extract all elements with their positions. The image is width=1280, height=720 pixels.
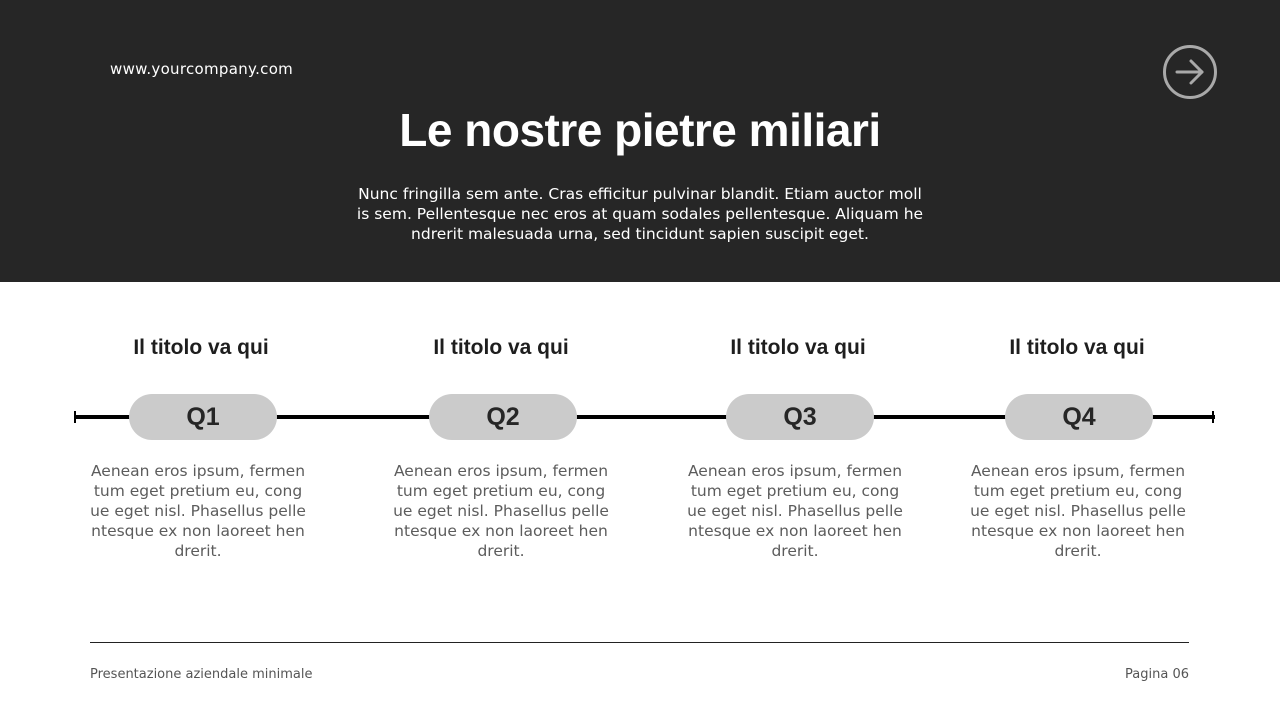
milestone-title: Il titolo va qui <box>1009 336 1145 359</box>
milestone-description: Aenean eros ipsum, fermentum eget pretium eu, congue eget nisl. Phasellus pellentesque ex non laoreet hendrerit. <box>687 462 903 560</box>
next-slide-button[interactable] <box>1162 44 1218 100</box>
header-banner <box>0 0 1280 282</box>
milestone-title: Il titolo va qui <box>730 336 866 359</box>
milestone-badge: Q4 <box>1005 394 1153 440</box>
milestone-title: Il titolo va qui <box>433 336 569 359</box>
milestone-description: Aenean eros ipsum, fermentum eget pretium eu, congue eget nisl. Phasellus pellentesque ex non laoreet hendrerit. <box>970 462 1186 560</box>
milestone-description: Aenean eros ipsum, fermentum eget pretium eu, congue eget nisl. Phasellus pellentesque ex non laoreet hendrerit. <box>90 462 306 560</box>
timeline-start-cap <box>74 411 76 423</box>
presentation-name: Presentazione aziendale minimale <box>90 667 313 682</box>
milestone-badge: Q2 <box>429 394 577 440</box>
milestone-description: Aenean eros ipsum, fermentum eget pretium eu, congue eget nisl. Phasellus pellentesque ex non laoreet hendrerit. <box>393 462 609 560</box>
milestone-title: Il titolo va qui <box>133 336 269 359</box>
milestone-badge: Q1 <box>129 394 277 440</box>
slide-title: Le nostre pietre miliari <box>399 104 881 156</box>
company-website: www.yourcompany.com <box>110 60 294 78</box>
slide-subtitle: Nunc fringilla sem ante. Cras efficitur pulvinar blandit. Etiam auctor mollis sem. Pellentesque nec eros at quam sodales pellentesque. Aliquam hendrerit malesuada urna, sed tincidunt sapien suscipit eget. <box>356 185 924 243</box>
arrow-right-circle-icon <box>1162 44 1218 100</box>
milestone-badge: Q3 <box>726 394 874 440</box>
timeline-end-cap <box>1212 411 1214 423</box>
page-number: Pagina 06 <box>1125 667 1189 682</box>
footer-divider <box>90 642 1189 643</box>
